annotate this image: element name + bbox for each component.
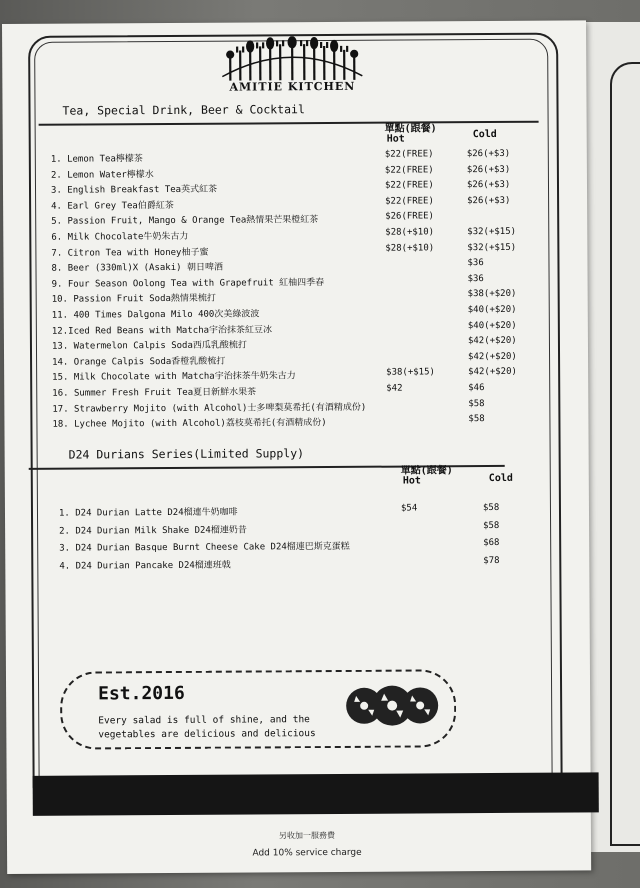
hot-price: $26(FREE) xyxy=(385,211,434,223)
hot-header: Hot xyxy=(386,133,405,145)
menu-item-name: 6. Milk Chocolate牛奶朱古力 xyxy=(51,231,189,243)
hot-price: $54 xyxy=(400,503,418,514)
menu-item-name: 1. Lemon Tea檸檬茶 xyxy=(50,154,143,165)
cold-price: $78 xyxy=(483,555,500,566)
hot-price: $22(FREE) xyxy=(384,164,434,176)
hot-price: $22(FREE) xyxy=(384,149,434,160)
menu-item-name: 12.Iced Red Beans with Matcha宇治抹茶紅豆冰 xyxy=(51,324,273,337)
menu-item-name: 17. Strawberry Mojito (with Alcohol)士多啤梨莫希托(有酒精成份) xyxy=(52,402,367,415)
cold-price: $58 xyxy=(482,502,500,514)
cold-price: $68 xyxy=(483,537,500,549)
service-charge-zh: 另收加一服務費 xyxy=(278,830,335,841)
menu-item-name: 7. Citron Tea with Honey柚子蜜 xyxy=(51,247,209,259)
tagline: Every salad is full of shine, and the xyxy=(98,714,310,727)
est-year: Est.2016 xyxy=(98,682,185,705)
cold-price: $38(+$20) xyxy=(467,289,517,300)
set-meal-header: 單點(跟餐) xyxy=(400,465,453,477)
cold-price: $40(+$20) xyxy=(467,320,517,331)
cold-price: $36 xyxy=(467,258,484,269)
menu-item-name: 3. English Breakfast Tea英式紅茶 xyxy=(50,184,218,196)
set-meal-header: 單點(跟餐) xyxy=(384,123,437,135)
menu-item-name: 2. Lemon Water檸檬水 xyxy=(50,169,154,181)
menu-item-name: 4. Earl Grey Tea伯爵紅茶 xyxy=(51,200,174,212)
section-title-drinks: Tea, Special Drink, Beer & Cocktail xyxy=(62,102,305,118)
tagline: vegetables are delicious and delicious xyxy=(98,728,316,741)
cold-price: $36 xyxy=(467,273,484,284)
hot-price: $38(+$15) xyxy=(386,367,435,379)
cold-price: $32(+$15) xyxy=(467,226,517,238)
menu-item-name: 10. Passion Fruit Soda熱情果梳打 xyxy=(51,294,216,306)
hot-price: $42 xyxy=(386,383,403,394)
service-charge-en: Add 10% service charge xyxy=(252,847,362,859)
hot-price: $22(FREE) xyxy=(385,196,434,207)
cold-price: $26(+$3) xyxy=(467,195,511,206)
cold-header: Cold xyxy=(488,472,513,485)
menu-item-name: 18. Lychee Mojito (with Alcohol)荔枝莫希托(有酒精成份) xyxy=(52,418,327,430)
menu-item-name: 8. Beer (330ml)X (Asaki) 朝日啤酒 xyxy=(51,262,223,274)
cold-price: $26(+$3) xyxy=(466,148,511,160)
cold-price: $26(+$3) xyxy=(466,180,511,191)
cold-header: Cold xyxy=(472,128,497,141)
hot-price: $28(+$10) xyxy=(385,227,435,238)
menu-item-name: 9. Four Season Oolong Tea with Grapefruit 紅柚四季春 xyxy=(51,277,325,290)
cold-price: $42(+$20) xyxy=(468,367,517,378)
menu-item-name: 5. Passion Fruit, Mango & Orange Tea熱情果芒果橙紅茶 xyxy=(51,215,319,228)
cold-price: $46 xyxy=(468,383,485,394)
menu-item-name: 15. Milk Chocolate with Matcha宇治抹茶牛奶朱古力 xyxy=(52,371,296,384)
menu-page xyxy=(2,20,591,874)
cold-price: $58 xyxy=(468,398,485,409)
cold-price: $26(+$3) xyxy=(466,164,511,175)
flower-ornament-icon xyxy=(336,677,446,734)
brand-name: AMITIE KITCHEN xyxy=(229,79,356,94)
menu-item-name: 16. Summer Fresh Fruit Tea夏日新鮮水果茶 xyxy=(52,387,257,399)
menu-item-name: 1. D24 Durian Latte D24榴連牛奶咖啡 xyxy=(58,507,238,519)
menu-item-name: 2. D24 Durian Milk Shake D24榴連奶昔 xyxy=(59,525,247,537)
cold-price: $42(+$20) xyxy=(467,336,517,347)
menu-item-name: 4. D24 Durian Pancake D24榴連班戟 xyxy=(59,560,231,572)
section-title-durians: D24 Durians Series(Limited Supply) xyxy=(68,446,305,462)
hot-header: Hot xyxy=(402,475,421,487)
menu-item-name: 13. Watermelon Calpis Soda西瓜乳酸梳打 xyxy=(51,340,247,352)
hot-price: $28(+$10) xyxy=(385,242,435,254)
cold-price: $58 xyxy=(468,414,485,425)
cold-price: $40(+$20) xyxy=(467,304,517,316)
hot-price: $22(FREE) xyxy=(384,180,434,191)
cold-price: $32(+$15) xyxy=(467,242,517,253)
menu-item-name: 3. D24 Durian Basque Burnt Cheese Cake D24榴連巴斯克蛋糕 xyxy=(59,541,350,554)
menu-item-name: 14. Orange Calpis Soda香橙乳酸梳打 xyxy=(52,356,226,368)
footer-band xyxy=(33,772,599,815)
menu-item-name: 11. 400 Times Dalgona Milo 400次美綠波波 xyxy=(51,309,260,321)
cold-price: $42(+$20) xyxy=(468,351,517,362)
cold-price: $58 xyxy=(483,520,500,531)
